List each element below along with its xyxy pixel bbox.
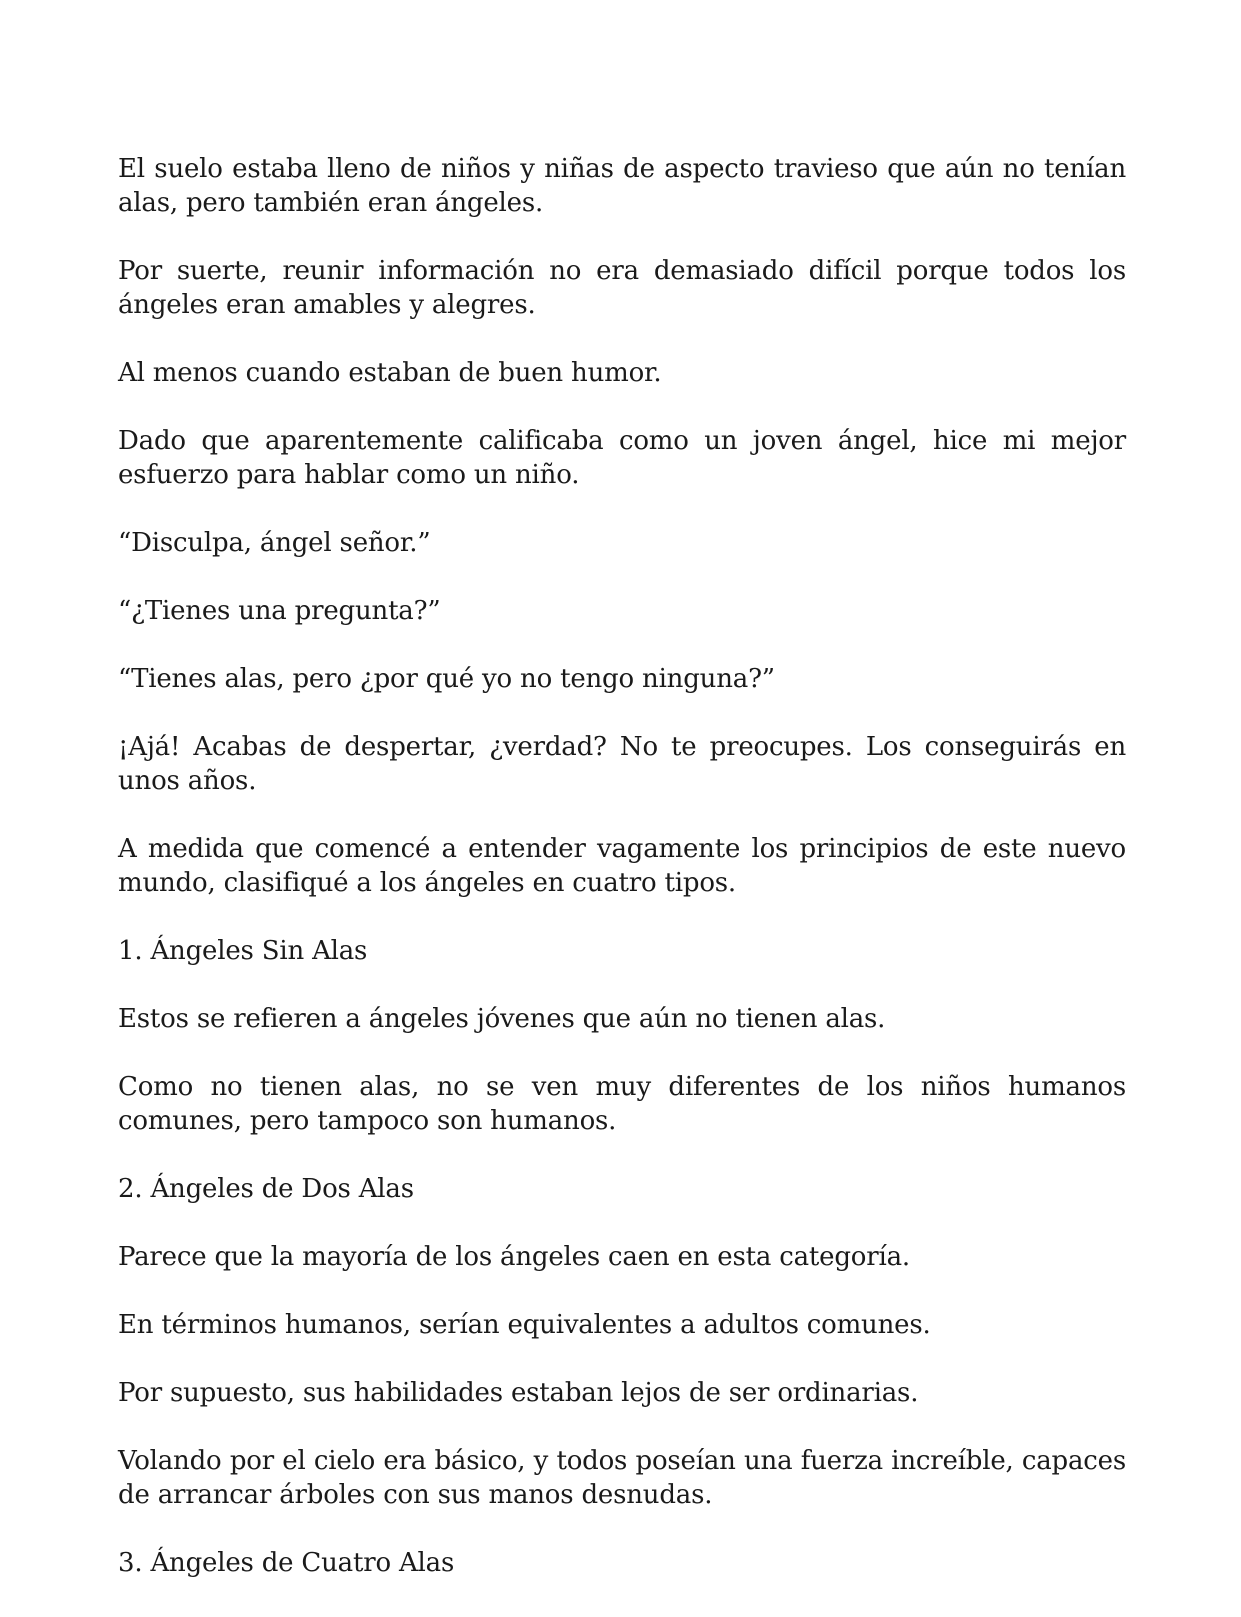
section-heading-3: 3. Ángeles de Cuatro Alas [118, 1548, 455, 1578]
paragraph: Como no tienen alas, no se ven muy diferentes de los niños humanos comunes, pero tampoco son humanos. [118, 1072, 1126, 1136]
section-heading-1: 1. Ángeles Sin Alas [118, 936, 368, 966]
paragraph: Volando por el cielo era básico, y todos poseían una fuerza increíble, capaces de arrancar árboles con sus manos desnudas. [118, 1446, 1126, 1510]
dialogue-line: “¿Tienes una pregunta?” [118, 596, 441, 626]
paragraph: Por supuesto, sus habilidades estaban lejos de ser ordinarias. [118, 1378, 919, 1408]
dialogue-line: “Tienes alas, pero ¿por qué yo no tengo ninguna?” [118, 664, 775, 694]
paragraph: Dado que aparentemente calificaba como un joven ángel, hice mi mejor esfuerzo para hablar como un niño. [118, 426, 1126, 490]
paragraph: ¡Ajá! Acabas de despertar, ¿verdad? No te preocupes. Los conseguirás en unos años. [118, 732, 1126, 796]
text-column [118, 152, 1126, 1580]
paragraph: El suelo estaba lleno de niños y niñas de aspecto travieso que aún no tenían alas, pero también eran ángeles. [118, 154, 1126, 218]
section-heading-2: 2. Ángeles de Dos Alas [118, 1174, 414, 1204]
paragraph: Estos se refieren a ángeles jóvenes que aún no tienen alas. [118, 1004, 886, 1034]
paragraph: Al menos cuando estaban de buen humor. [118, 358, 662, 388]
paragraph: Por suerte, reunir información no era demasiado difícil porque todos los ángeles eran amables y alegres. [118, 256, 1126, 320]
paragraph: A medida que comencé a entender vagamente los principios de este nuevo mundo, clasifiqué a los ángeles en cuatro tipos. [118, 834, 1126, 898]
paragraph: En términos humanos, serían equivalentes a adultos comunes. [118, 1310, 931, 1340]
paragraph: Parece que la mayoría de los ángeles caen en esta categoría. [118, 1242, 910, 1272]
dialogue-line: “Disculpa, ángel señor.” [118, 528, 431, 558]
